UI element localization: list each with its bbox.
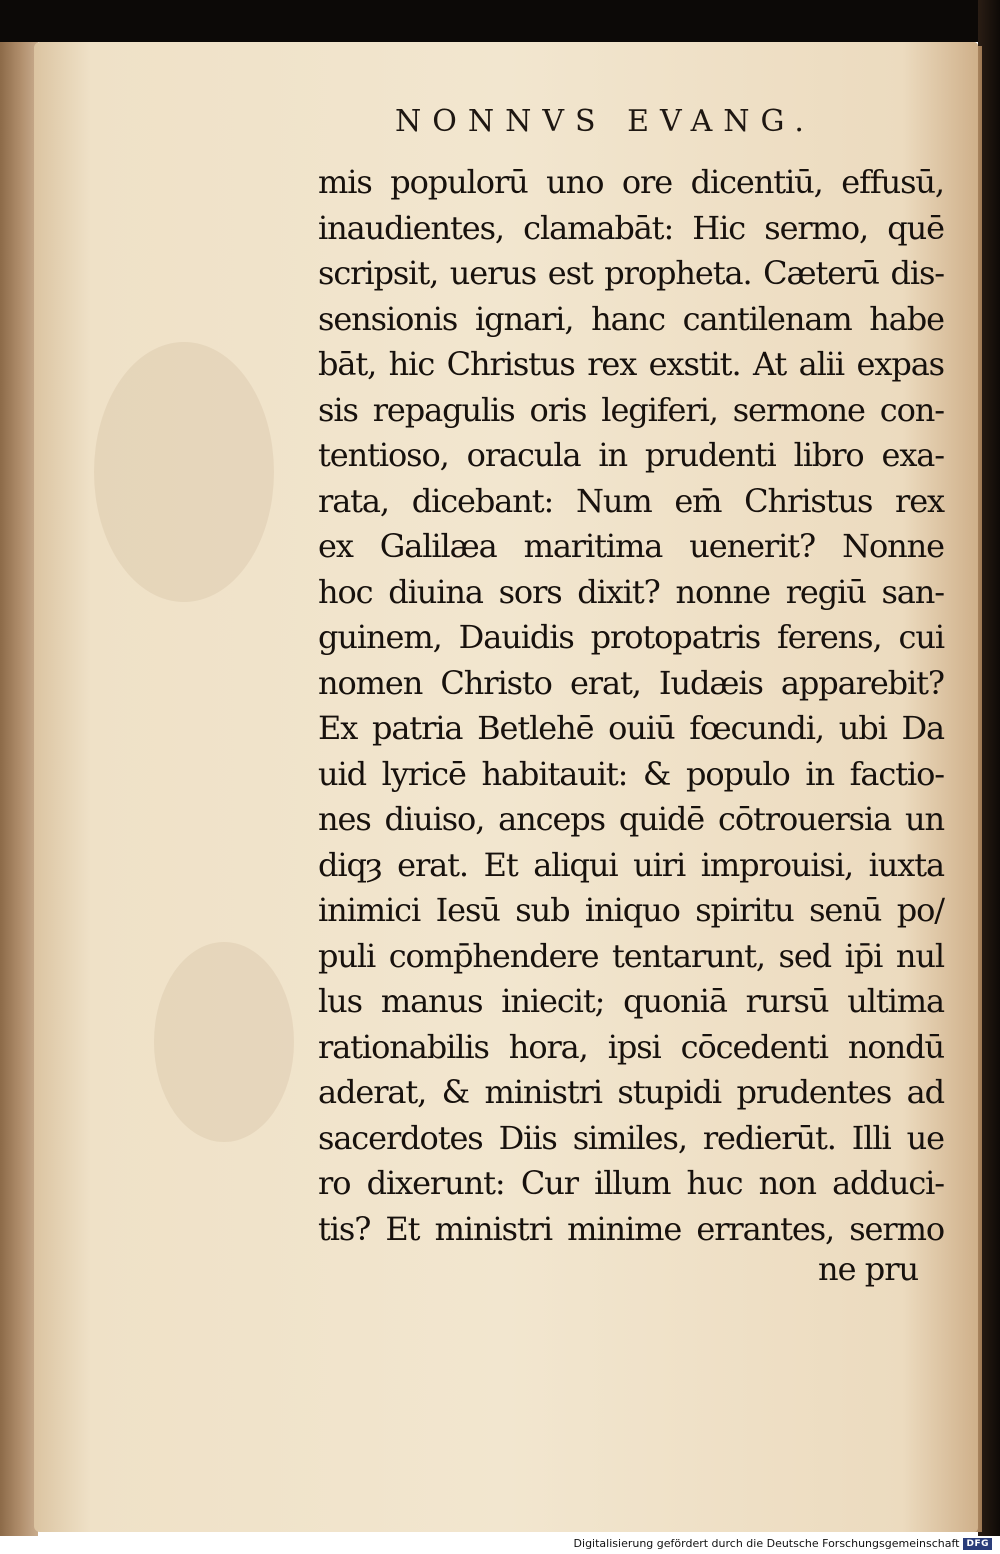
text-line: guinem, Dauidis protopatris ferens, cui	[318, 618, 944, 656]
text-line: puli comp̄hendere tentarunt, sed ip̄i nul	[318, 936, 944, 975]
text-line: rationabilis hora, ipsi cōcedenti nondū	[318, 1027, 944, 1066]
digitization-credit	[574, 1537, 992, 1550]
text-line: uid lyricē habitauit: & populo in factio-	[318, 754, 944, 793]
dfg-logo-icon: DFG	[963, 1538, 992, 1550]
text-line: mis populorū uno ore dicentiū, effusū,	[318, 163, 944, 201]
text-line: aderat, & ministri stupidi prudentes ad	[318, 1073, 944, 1111]
text-line: ex Galilæa maritima uenerit? Nonne	[318, 527, 944, 565]
scan-background-top	[0, 0, 1000, 42]
text-line: ro dixerunt: Cur illum huc non adduci-	[318, 1164, 944, 1202]
text-line: rata, dicebant: Num em̄ Christus rex	[318, 481, 944, 520]
text-line: sensionis ignari, hanc cantilenam habe	[318, 299, 944, 338]
paper-stain	[154, 942, 294, 1142]
text-line: inimici Iesū sub iniquo spiritu senū po/	[318, 891, 944, 929]
text-line: sacerdotes Diis similes, redierūt. Illi ue	[318, 1118, 944, 1157]
text-line: tentioso, oracula in prudenti libro exa-	[318, 436, 944, 474]
paper-stain	[94, 342, 274, 602]
text-line: tis? Et ministri minime errantes, sermo	[318, 1209, 944, 1248]
main-text-block	[318, 160, 944, 1252]
text-line: Ex patria Betlehē ouiū fœcundi, ubi Da	[318, 709, 944, 747]
running-head: NONNVS EVANG.	[395, 104, 815, 139]
text-line: sis repagulis oris legiferi, sermone con-	[318, 390, 944, 429]
credit-text: Digitalisierung gefördert durch die Deutsche Forschungsgemeinschaft	[573, 1537, 960, 1550]
text-line: scripsit, uerus est propheta. Cæterū dis-	[318, 254, 944, 292]
catchword: ne pru	[818, 1250, 919, 1288]
text-line: bāt, hic Christus rex exstit. At alii expas	[318, 345, 944, 383]
text-line: diqȝ erat. Et aliqui uiri improuisi, iuxta	[318, 845, 944, 884]
book-cover-edge	[0, 42, 38, 1536]
text-line: lus manus iniecit; quoniā rursū ultima	[318, 982, 944, 1020]
text-line: hoc diuina sors dixit? nonne regiū san-	[318, 572, 944, 611]
text-line: inaudientes, clamabāt: Hic sermo, quē	[318, 208, 944, 247]
text-line: nomen Christo erat, Iudæis apparebit?	[318, 663, 944, 702]
text-line: nes diuiso, anceps quidē cōtrouersia un	[318, 800, 944, 838]
